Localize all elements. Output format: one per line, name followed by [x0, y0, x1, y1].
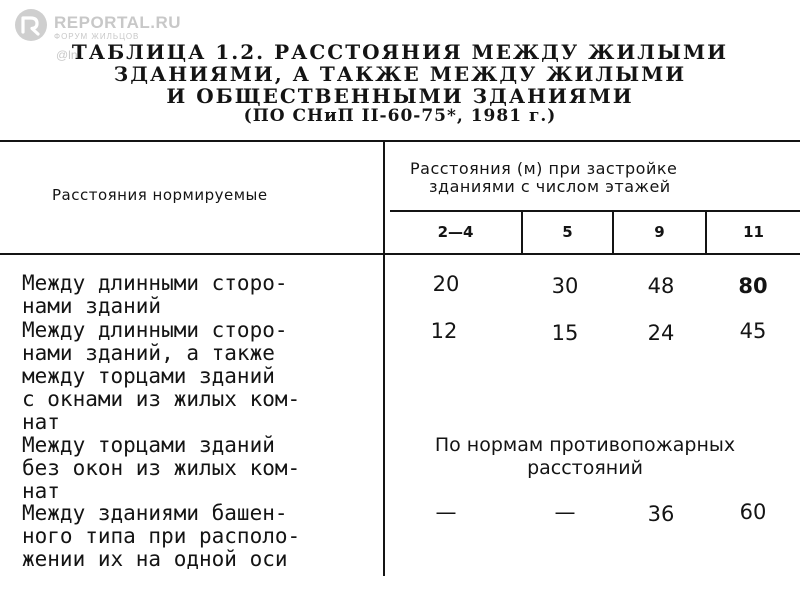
header-sub-rule [390, 210, 800, 212]
row-label-line: Между зданиями башен- [22, 501, 288, 525]
cell-value: 60 [739, 500, 767, 524]
table-top-rule [0, 140, 800, 142]
cell-value: 48 [647, 274, 675, 298]
merged-cell-line: расстояний [527, 457, 643, 479]
row-label-line: нат [22, 479, 60, 503]
table-title-line-3: И ОБЩЕСТВЕННЫМИ ЗДАНИЯМИ [166, 84, 634, 108]
row-label-line: без окон из жилых ком- [22, 456, 301, 480]
fire-safety-norms-note [390, 434, 780, 480]
table-title-line-1: ТАБЛИЦА 1.2. РАССТОЯНИЯ МЕЖДУ ЖИЛЫМИ [71, 40, 729, 64]
row-label-tower-buildings [22, 502, 368, 571]
cell-value: 80 [738, 274, 768, 298]
row-label-line: Между торцами зданий [22, 433, 275, 457]
header-right-line-2: зданиями с числом этажей [429, 177, 671, 196]
row-label-line: с окнами из жилых ком- [22, 387, 301, 411]
header-left-label: Расстояния нормируемые [52, 186, 268, 204]
cell-value: 30 [551, 274, 579, 298]
reportal-logo-icon [14, 8, 48, 42]
cell-value: 15 [551, 321, 579, 345]
column-header-2-4: 2—4 [437, 223, 474, 241]
row-label-line: Между длинными сторо- [22, 318, 288, 342]
cell-value: 45 [739, 319, 767, 343]
header-right-line-1: Расстояния (м) при застройке [410, 159, 678, 178]
row-label-line: Между длинными сторо- [22, 271, 288, 295]
column-divider [383, 141, 385, 576]
header-bottom-rule [0, 253, 800, 255]
row-label-line: жении их на одной оси [22, 547, 288, 571]
column-header-9: 9 [654, 223, 665, 241]
watermark-site: REPORTAL.RU [54, 13, 182, 32]
row-label-long-sides [22, 272, 368, 318]
row-label-line: нами зданий, а также [22, 341, 275, 365]
watermark-tagline: ФОРУМ ЖИЛЬЦОВ [54, 32, 140, 41]
row-label-long-sides-and-ends-with-windows [22, 319, 368, 434]
row-label-line: нат [22, 410, 60, 434]
cell-value: 24 [647, 321, 675, 345]
row-label-line: между торцами зданий [22, 364, 275, 388]
watermark-handle: @ln [56, 48, 78, 62]
table-title-line-2: ЗДАНИЯМИ, А ТАКЖЕ МЕЖДУ ЖИЛЫМИ [113, 62, 687, 86]
row-label-line: нами зданий [22, 294, 162, 318]
column-header-11: 11 [743, 223, 764, 241]
column-header-5: 5 [562, 223, 573, 241]
cell-value: 12 [430, 319, 458, 343]
row-label-line: ного типа при располо- [22, 524, 301, 548]
cell-value: 20 [432, 272, 460, 296]
cell-value: — [435, 500, 457, 524]
cell-value: — [554, 500, 576, 524]
merged-cell-line: По нормам противопожарных [434, 434, 736, 456]
cell-value: 36 [647, 502, 675, 526]
row-label-ends-without-windows [22, 434, 368, 503]
table-title-line-4: (ПО СНиП II-60-75*, 1981 г.) [243, 106, 557, 126]
